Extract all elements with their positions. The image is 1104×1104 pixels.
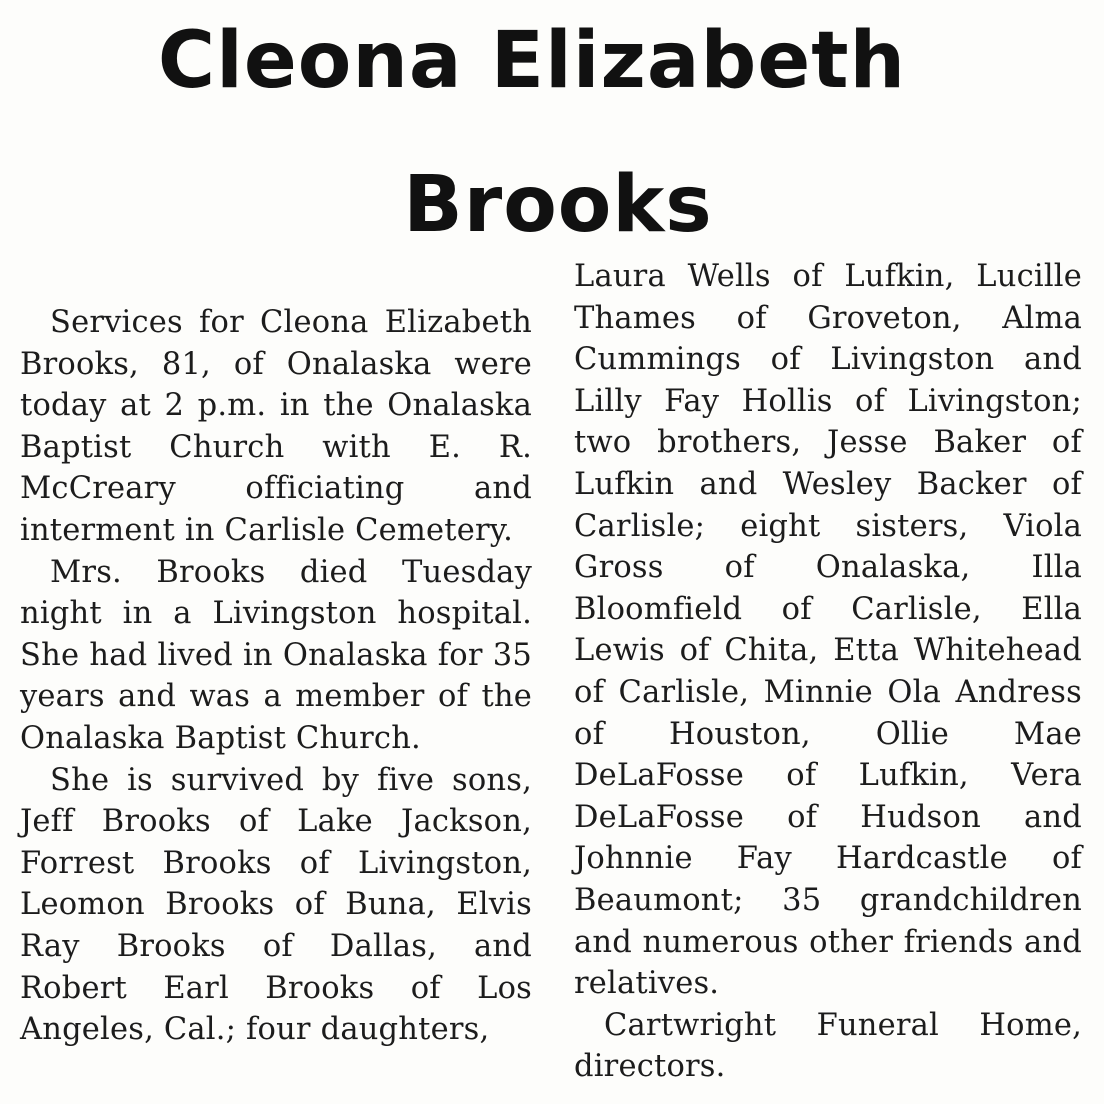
paragraph-services: Services for Cleona Elizabeth Brooks, 81, of Onalaska were today at 2 p.m. in the Onalaska Baptist Church with E. R. McCreary officiating and interment in Carlisle Cemetery.	[20, 305, 532, 548]
paragraph-funeral-home: Cartwright Funeral Home, directors.	[574, 1007, 1082, 1085]
right-column	[574, 256, 1082, 1088]
paragraph-death: Mrs. Brooks died Tuesday night in a Livingston hospital. She had lived in Onalaska for 35 years and was a member of the Onalaska Baptist Church.	[20, 554, 532, 756]
paragraph-survivors-continued: Laura Wells of Lufkin, Lucille Thames of Groveton, Alma Cummings of Livingston and Lilly Fay Hollis of Livingston; two brothers, Jesse Baker of Lufkin and Wesley Backer of Carlisle; eight sisters, Viola Gross of Onalaska, Illa Bloomfield of Carlisle, Ella Lewis of Chita, Etta Whitehead of Carlisle, Minnie Ola Andress of Houston, Ollie Mae DeLaFosse of Lufkin, Vera DeLaFosse of Hudson and Johnnie Fay Hardcastle of Beaumont; 35 grandchildren and numerous other friends and relatives.	[574, 259, 1082, 1002]
headline-line-2: Brooks	[403, 160, 713, 250]
left-column	[20, 302, 532, 1051]
paragraph-survivors: She is survived by five sons, Jeff Brooks of Lake Jackson, Forrest Brooks of Livingston, Leomon Brooks of Buna, Elvis Ray Brooks of Dallas, and Robert Earl Brooks of Los Angeles, Cal.; four daughters,	[20, 762, 532, 1048]
headline-line-1: Cleona Elizabeth	[157, 16, 907, 106]
